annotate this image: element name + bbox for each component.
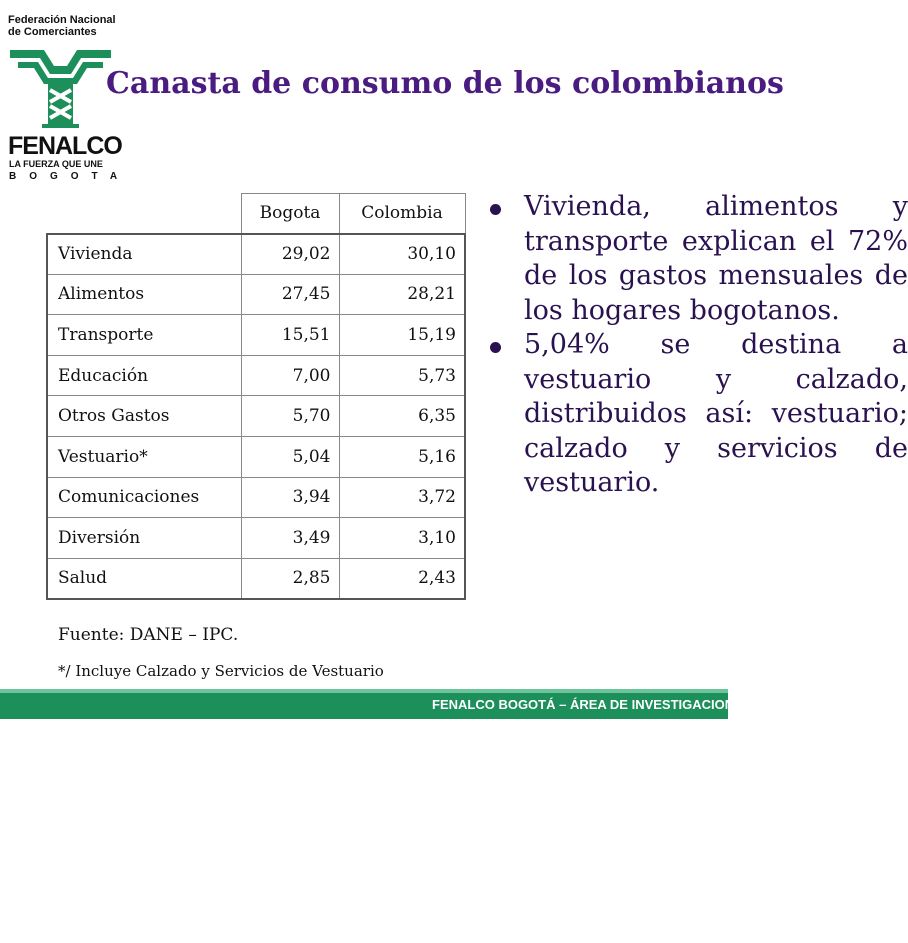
colombia-value: 5,16 [339, 436, 465, 477]
footnote: */ Incluye Calzado y Servicios de Vestuario [58, 662, 384, 680]
table-row [47, 558, 465, 599]
bullet-text: Vivienda, alimentos y transporte explican el 72% de los gastos mensuales de los hogares bogotanos. [524, 191, 908, 326]
table-row [47, 436, 465, 477]
bogota-value: 2,85 [241, 558, 339, 599]
bogota-value: 3,94 [241, 477, 339, 518]
colombia-value: 28,21 [339, 274, 465, 315]
bogota-value: 29,02 [241, 234, 339, 275]
table-row [47, 396, 465, 437]
row-label: Comunicaciones [47, 477, 241, 518]
colombia-value: 6,35 [339, 396, 465, 437]
table-header-empty [47, 194, 241, 234]
consumption-table [46, 193, 466, 600]
slide-title: Canasta de consumo de los colombianos [106, 66, 784, 101]
footer-highlight [0, 689, 728, 693]
bogota-value: 5,70 [241, 396, 339, 437]
table-row [47, 274, 465, 315]
logo-org-line1: Federación Nacional [8, 14, 116, 26]
logo-tagline: LA FUERZA QUE UNE [9, 159, 103, 169]
fenalco-logo [8, 14, 131, 182]
bullet-item [488, 190, 908, 328]
bullet-dot-icon [490, 342, 501, 353]
bogota-value: 7,00 [241, 355, 339, 396]
row-label: Vestuario* [47, 436, 241, 477]
bullet-item [488, 328, 908, 501]
row-label: Vivienda [47, 234, 241, 275]
bullet-text: 5,04% se destina a vestuario y calzado, distribuidos así: vestuario; calzado y servicios de vestuario. [524, 329, 908, 498]
colombia-value: 3,10 [339, 518, 465, 559]
bogota-value: 27,45 [241, 274, 339, 315]
table-header-colombia: Colombia [339, 194, 465, 234]
row-label: Diversión [47, 518, 241, 559]
logo-name: FENALCO [8, 132, 122, 160]
bogota-value: 15,51 [241, 315, 339, 356]
logo-org-line2: de Comerciantes [8, 26, 97, 38]
fenalco-emblem-icon [8, 44, 113, 129]
table-row [47, 477, 465, 518]
logo-city: BOGOTA [9, 171, 131, 182]
colombia-value: 30,10 [339, 234, 465, 275]
bogota-value: 5,04 [241, 436, 339, 477]
colombia-value: 2,43 [339, 558, 465, 599]
table-row [47, 234, 465, 275]
colombia-value: 3,72 [339, 477, 465, 518]
table-row [47, 355, 465, 396]
colombia-value: 5,73 [339, 355, 465, 396]
table-row [47, 518, 465, 559]
row-label: Educación [47, 355, 241, 396]
table-header-row [47, 194, 465, 234]
bullet-dot-icon [490, 204, 501, 215]
row-label: Transporte [47, 315, 241, 356]
source-note: Fuente: DANE – IPC. [58, 625, 239, 645]
bogota-value: 3,49 [241, 518, 339, 559]
bullet-list [488, 190, 908, 501]
colombia-value: 15,19 [339, 315, 465, 356]
row-label: Otros Gastos [47, 396, 241, 437]
table-header-bogota: Bogota [241, 194, 339, 234]
table-row [47, 315, 465, 356]
footer-text: FENALCO BOGOTÁ – ÁREA DE INVESTIGACIONES [432, 697, 752, 712]
row-label: Salud [47, 558, 241, 599]
row-label: Alimentos [47, 274, 241, 315]
